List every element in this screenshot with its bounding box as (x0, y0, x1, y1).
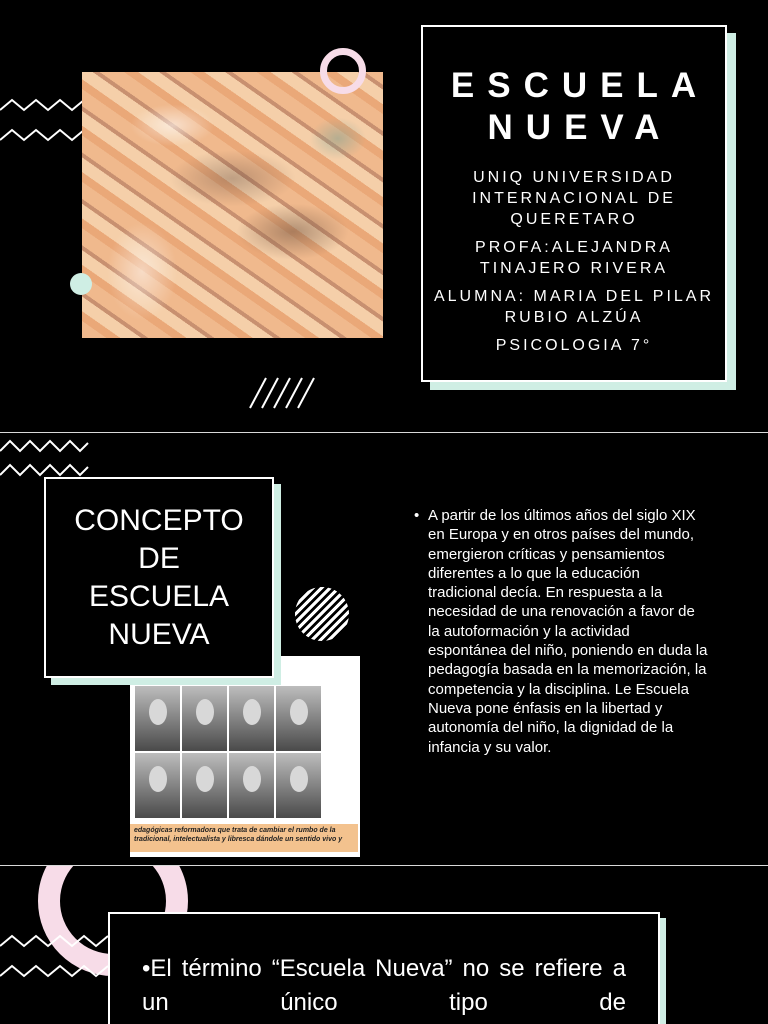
portrait-photo (229, 753, 274, 818)
title-line-2: NUEVA (487, 108, 673, 147)
concept-heading: CONCEPTO DE ESCUELA NUEVA (74, 503, 244, 651)
student-name: ALUMNA: MARIA DEL PILAR RUBIO ALZÚA (433, 288, 715, 326)
zigzag-decoration (0, 934, 112, 984)
page-title (435, 65, 725, 149)
concept-bullet-list (414, 506, 709, 757)
cover-slide (0, 0, 768, 432)
definition-slide (0, 866, 768, 1024)
portrait-photo (276, 686, 321, 751)
definition-text: •El término “Escuela Nueva” no se refiere a un único tipo de (142, 955, 626, 1016)
portrait-photo (182, 753, 227, 818)
teacher-name: PROFA:ALEJANDRA TINAJERO RIVERA (475, 239, 673, 277)
portraits-collage (135, 686, 321, 818)
concept-slide (0, 433, 768, 865)
course-name: PSICOLOGIA 7° (495, 337, 653, 354)
portrait-photo (276, 753, 321, 818)
zigzag-decoration (0, 439, 90, 479)
striped-circle-decoration (295, 587, 349, 641)
portrait-photo (135, 686, 180, 751)
portrait-photo (182, 686, 227, 751)
photo-caption: edagógicas reformadora que trata de cambiar el rumbo de la tradicional, intelectualista y libresca dándole un sentido vivo y (130, 824, 358, 852)
definition-text-box (108, 912, 660, 1024)
concept-paragraph: A partir de los últimos años del siglo XIX en Europa y en otros países del mundo, emergieron críticas y pensamientos diferentes a lo que la educación tradicional decía. En respuesta a la necesidad de una renovación a favor de la autoformación y la actividad espontánea del niño, poniendo en duda la pedagogía basada en la memorización, la competencia y la disciplina. Le Escuela Nueva pone énfasis en la libertad y autonomía del niño, la dignidad de la infancia y su valor. (428, 507, 708, 756)
title-line-1: ESCUELA (450, 66, 710, 105)
pink-ring-decoration (320, 48, 366, 94)
slash-lines-decoration (248, 376, 318, 410)
pedagogues-photo-card (130, 656, 360, 857)
portrait-photo (135, 753, 180, 818)
mint-dot-decoration (70, 273, 92, 295)
marble-image (82, 72, 383, 338)
university-name: UNIQ UNIVERSIDAD INTERNACIONAL DE QUERETARO (472, 169, 676, 228)
bullet-symbol: • (414, 507, 420, 524)
portrait-photo (229, 686, 274, 751)
concept-heading-box (44, 477, 274, 678)
title-box (421, 25, 727, 382)
